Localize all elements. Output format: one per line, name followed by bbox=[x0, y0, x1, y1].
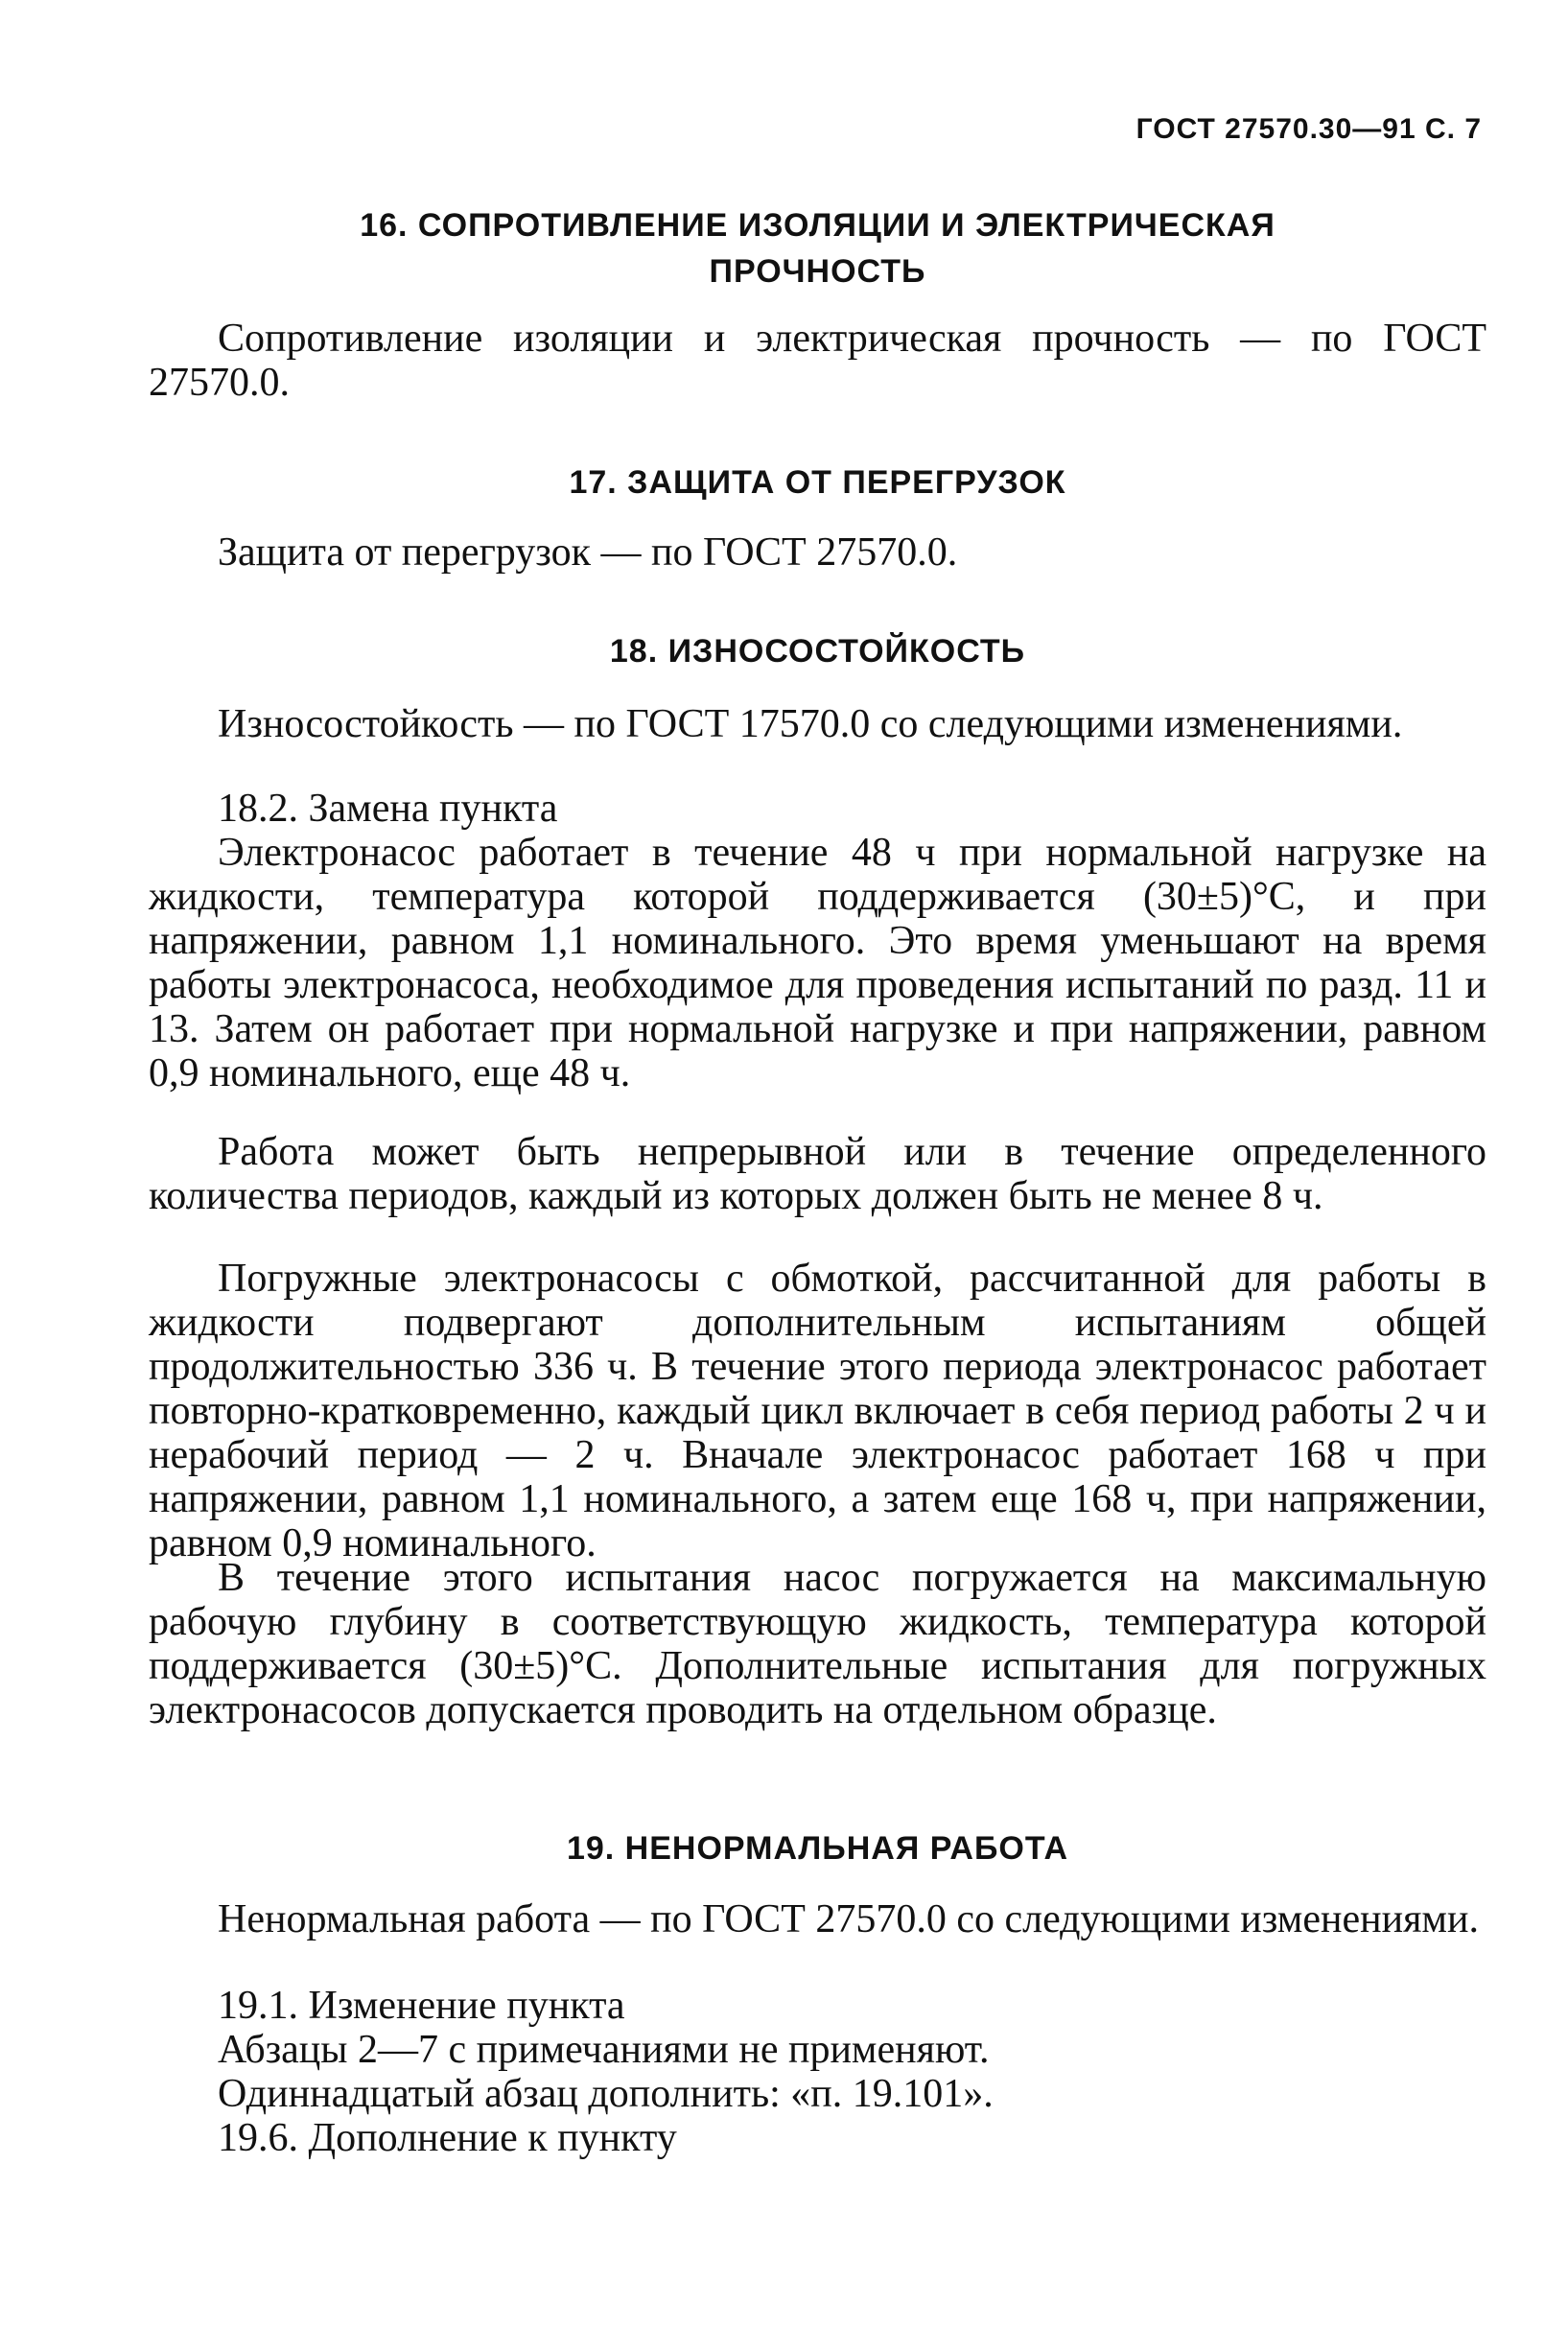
section-18-paragraph-1: Электронасос работает в течение 48 ч при нормальной нагрузке на жидкости, температура которой поддерживается (30±5)°С, и при напряжении, равном 1,1 номинального. Это время уменьшают на время работы электронасоса, необходимое для проведения испытаний по разд. 11 и 13. Затем он работает при нормальной нагрузке и при напряжении, равном 0,9 номинального, еще 48 ч. bbox=[149, 831, 1486, 1095]
section-19-abzacy-line: Абзацы 2—7 с примечаниями не применяют. bbox=[218, 2028, 990, 2072]
section-19-intro-paragraph: Ненормальная работа — по ГОСТ 27570.0 со следующими изменениями. bbox=[218, 1897, 1479, 1941]
section-19-1-item: 19.1. Изменение пункта bbox=[218, 1984, 625, 2028]
section-17-paragraph: Защита от перегрузок — по ГОСТ 27570.0. bbox=[218, 530, 958, 575]
running-header: ГОСТ 27570.30—91 С. 7 bbox=[1135, 113, 1482, 145]
section-18-intro-paragraph: Износостойкость — по ГОСТ 17570.0 со следующими изменениями. bbox=[218, 702, 1403, 746]
section-18-heading: 18. ИЗНОСОСТОЙКОСТЬ bbox=[609, 633, 1026, 670]
section-19-odinnadcatyi-line: Одиннадцатый абзац дополнить: «п. 19.101». bbox=[218, 2072, 994, 2116]
section-16-heading-line1: 16. СОПРОТИВЛЕНИЕ ИЗОЛЯЦИИ И ЭЛЕКТРИЧЕСКАЯ bbox=[360, 207, 1275, 244]
section-19-heading: 19. НЕНОРМАЛЬНАЯ РАБОТА bbox=[566, 1830, 1069, 1867]
section-18-paragraph-2: Работа может быть непрерывной или в течение определенного количества периодов, каждый из которых должен быть не менее 8 ч. bbox=[149, 1130, 1486, 1218]
section-18-2-item: 18.2. Замена пункта bbox=[218, 787, 558, 831]
section-16-paragraph: Сопротивление изоляции и электрическая прочность — по ГОСТ 27570.0. bbox=[149, 317, 1486, 405]
section-18-paragraph-3: Погружные электронасосы с обмоткой, рассчитанной для работы в жидкости подвергают дополнительным испытаниям общей продолжительностью 336 ч. В течение этого периода электронасос работает повторно-кратковременно, каждый цикл включает в себя период работы 2 ч и нерабочий период — 2 ч. Вначале электронасос работает 168 ч при напряжении, равном 1,1 номинального, а затем еще 168 ч, при напряжении, равном 0,9 номинального. bbox=[149, 1257, 1486, 1565]
section-18-paragraph-4: В течение этого испытания насос погружается на максимальную рабочую глубину в соответствующую жидкость, температура которой поддерживается (30±5)°С. Дополнительные испытания для погружных электронасосов допускается проводить на отдельном образце. bbox=[149, 1556, 1486, 1732]
section-16-heading-line2: ПРОЧНОСТЬ bbox=[709, 253, 926, 290]
section-19-6-item: 19.6. Дополнение к пункту bbox=[218, 2116, 677, 2160]
section-17-heading: 17. ЗАЩИТА ОТ ПЕРЕГРУЗОК bbox=[569, 464, 1066, 501]
